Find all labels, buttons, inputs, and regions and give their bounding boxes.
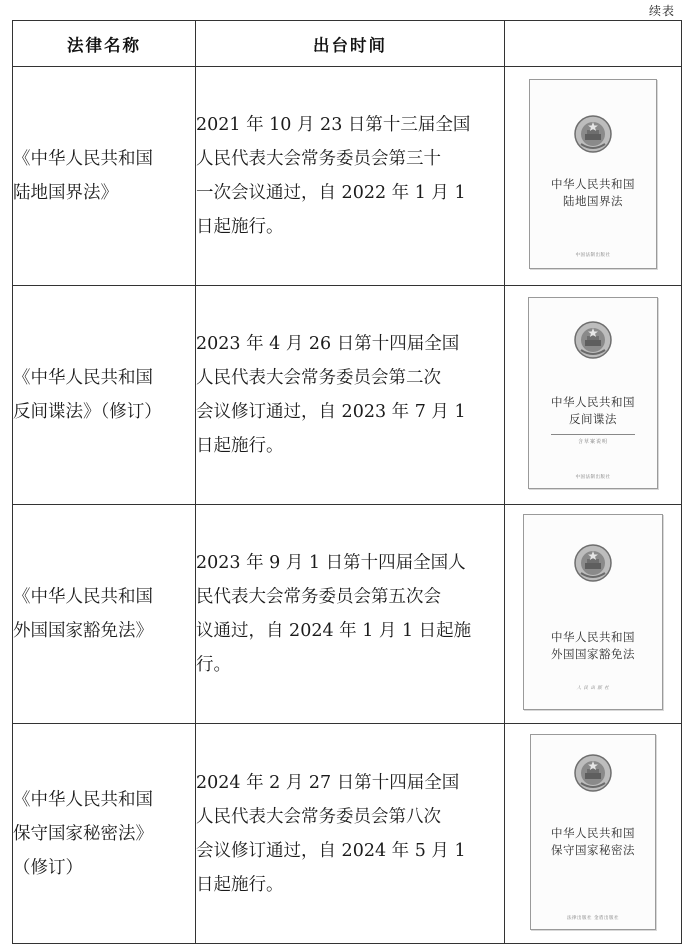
law-name-cell bbox=[13, 505, 196, 724]
law-name-line: 《中华人民共和国 bbox=[13, 149, 153, 169]
issue-time-cell bbox=[196, 67, 505, 286]
cover-publisher: 人 民 出 版 社 bbox=[576, 686, 610, 691]
national-emblem-icon bbox=[573, 753, 613, 793]
cover-title-line: 中华人民共和国 bbox=[551, 177, 635, 191]
cover-title bbox=[524, 629, 662, 663]
cover-title-line: 保守国家秘密法 bbox=[551, 842, 635, 857]
law-name-line: 陆地国界法》 bbox=[13, 183, 118, 203]
issue-time-line: 2023 年 4 月 26 日第十四届全国 bbox=[196, 334, 460, 354]
law-name-line: 外国国家豁免法》 bbox=[13, 621, 153, 641]
issue-time-cell bbox=[196, 505, 505, 724]
issue-time-line: 会议修订通过，自 2023 年 7 月 1 bbox=[196, 402, 466, 422]
national-emblem-icon bbox=[573, 320, 613, 360]
cover-title-line: 中华人民共和国 bbox=[551, 825, 635, 840]
law-name-line: 《中华人民共和国 bbox=[13, 587, 153, 607]
table-row bbox=[13, 505, 682, 724]
cover-title bbox=[531, 825, 655, 859]
table-row bbox=[13, 286, 682, 505]
issue-time-line: 行。 bbox=[196, 655, 231, 675]
issue-time-line: 人民代表大会常务委员会第八次 bbox=[196, 806, 441, 827]
issue-time-line: 日起施行。 bbox=[196, 874, 284, 895]
law-name-cell bbox=[13, 724, 196, 944]
book-cover bbox=[529, 79, 657, 269]
issue-time-line: 2024 年 2 月 27 日第十四届全国 bbox=[196, 772, 460, 793]
issue-time-line: 议通过，自 2024 年 1 月 1 日起施 bbox=[196, 621, 472, 641]
cover-title-line: 外国国家豁免法 bbox=[551, 647, 635, 661]
cover-title-line: 中华人民共和国 bbox=[551, 630, 635, 644]
laws-table bbox=[12, 20, 682, 944]
cover-title bbox=[530, 176, 656, 210]
issue-time-line: 一次会议通过，自 2022 年 1 月 1 bbox=[196, 183, 466, 203]
issue-time-line: 2023 年 9 月 1 日第十四届全国人 bbox=[196, 553, 466, 573]
cover-cell bbox=[505, 505, 682, 724]
cover-publisher: 法律出版社 金盾出版社 bbox=[567, 915, 619, 921]
issue-time-cell bbox=[196, 724, 505, 944]
issue-time-line: 2021 年 10 月 23 日第十三届全国 bbox=[196, 115, 471, 135]
cover-title-line: 陆地国界法 bbox=[563, 194, 623, 208]
book-cover bbox=[528, 297, 658, 489]
book-cover bbox=[530, 734, 656, 930]
header-cover-image bbox=[505, 21, 682, 67]
national-emblem-icon bbox=[573, 114, 613, 154]
law-name-cell bbox=[13, 286, 196, 505]
issue-time-line: 日起施行。 bbox=[196, 436, 284, 456]
issue-time-cell bbox=[196, 286, 505, 505]
cover-cell bbox=[505, 286, 682, 505]
continued-label: 续表 bbox=[648, 4, 675, 18]
cover-title bbox=[529, 394, 657, 428]
law-name-line: 保守国家秘密法》 bbox=[13, 823, 153, 844]
table-row bbox=[13, 67, 682, 286]
cover-title-line: 中华人民共和国 bbox=[551, 395, 635, 409]
law-name-line: 《中华人民共和国 bbox=[13, 368, 153, 388]
issue-time-line: 日起施行。 bbox=[196, 217, 284, 237]
law-name-line: 反间谍法》（修订） bbox=[13, 402, 162, 422]
cover-divider bbox=[551, 434, 635, 435]
issue-time-line: 人民代表大会常务委员会第二次 bbox=[196, 368, 441, 388]
cover-publisher: 中国法制出版社 bbox=[575, 253, 611, 258]
book-cover bbox=[523, 514, 663, 710]
law-name-cell bbox=[13, 67, 196, 286]
issue-time-line: 民代表大会常务委员会第五次会 bbox=[196, 587, 441, 607]
header-issue-time: 出台时间 bbox=[196, 21, 505, 67]
cover-cell bbox=[505, 724, 682, 944]
header-law-name: 法律名称 bbox=[13, 21, 196, 67]
cover-publisher: 中国法制出版社 bbox=[575, 475, 611, 480]
table-row bbox=[13, 724, 682, 944]
national-emblem-icon bbox=[573, 543, 613, 583]
issue-time-line: 人民代表大会常务委员会第三十 bbox=[196, 149, 441, 169]
cover-subtitle: 含草案说明 bbox=[577, 439, 608, 445]
table-header-row bbox=[13, 21, 682, 67]
cover-title-line: 反间谍法 bbox=[569, 412, 617, 426]
cover-cell bbox=[505, 67, 682, 286]
law-name-line: 《中华人民共和国 bbox=[13, 789, 153, 810]
law-name-line: （修订） bbox=[13, 857, 83, 878]
issue-time-line: 会议修订通过，自 2024 年 5 月 1 bbox=[196, 840, 466, 861]
